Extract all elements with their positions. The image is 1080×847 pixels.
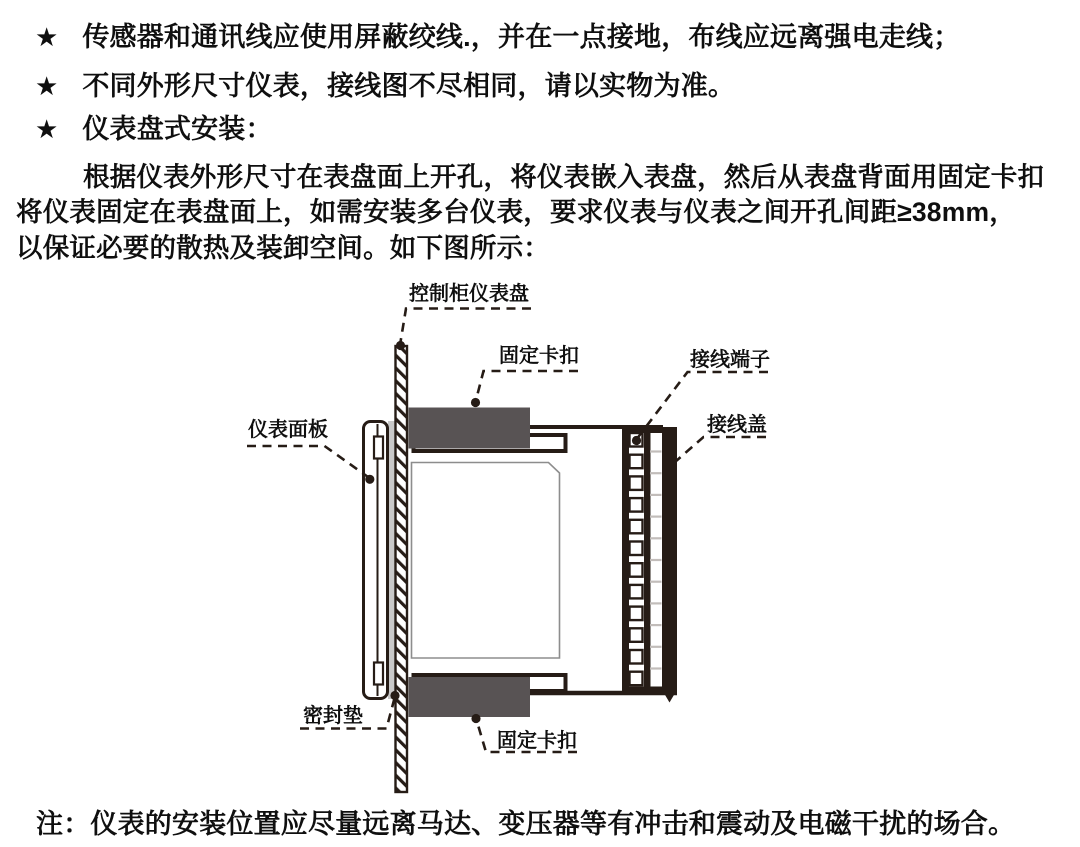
star-icon: ★ [35, 22, 59, 52]
label-fixing-clip-bottom: 固定卡扣 [497, 730, 577, 752]
leader-dot-panel [396, 341, 405, 350]
terminal-cover-shape [662, 427, 677, 703]
terminal-stub-wires [650, 452, 662, 669]
leader-dot-terminal [632, 436, 641, 445]
leader-bezel [247, 446, 368, 477]
leader-dot-clip-top [471, 398, 480, 407]
cabinet-panel-hatch-bar [396, 346, 408, 792]
bezel-outline [364, 422, 388, 699]
terminal-cap-bottom [622, 687, 663, 694]
leader-clip-top [476, 371, 578, 400]
fixing-clip-bottom-shape [409, 677, 531, 717]
bullet-text: 传感器和通讯线应使用屏蔽绞线.，并在一点接地，布线应远离强电走线； [82, 22, 961, 52]
label-bezel: 仪表面板 [248, 419, 328, 441]
bezel-shape [364, 422, 388, 699]
leader-cover [676, 437, 767, 462]
label-cabinet-panel: 控制柜仪表盘 [409, 283, 529, 305]
bullet-text: 不同外形尺寸仪表，接线图不尽相同，请以实物为准。 [82, 71, 736, 101]
terminal-rail-right [644, 427, 651, 693]
bezel-slot-bottom [374, 663, 383, 685]
paragraph-line: 以保证必要的散热及装卸空间。如下图所示： [16, 232, 550, 263]
star-icon: ★ [35, 114, 59, 144]
bezel-slot-top [374, 437, 383, 459]
paragraph-line: 将仪表固定在表盘面上，如需安装多台仪表，要求仪表与仪表之间开孔间距≥38mm， [16, 197, 1016, 228]
bullet-text: 仪表盘式安装： [82, 114, 273, 144]
leader-dot-gasket [390, 691, 399, 700]
label-gasket: 密封垫 [303, 705, 363, 727]
terminal-cells [630, 433, 643, 685]
label-fixing-clip-top: 固定卡扣 [499, 345, 579, 367]
star-icon: ★ [35, 71, 59, 101]
leader-panel [401, 309, 532, 343]
leader-dot-clip-bottom [471, 714, 480, 723]
label-terminal: 接线端子 [690, 349, 770, 371]
terminal-rail-left [622, 427, 629, 693]
case-window [412, 463, 560, 659]
fixing-clip-top-shape [409, 408, 531, 449]
label-cover: 接线盖 [707, 414, 767, 436]
leader-dot-bezel [365, 475, 374, 484]
note-text: 注：仪表的安装位置应尽量远离马达、变压器等有冲击和震动及电磁干扰的场合。 [36, 809, 1016, 839]
terminal-block-shape [622, 427, 663, 694]
paragraph-line: 根据仪表外形尺寸在表盘面上开孔，将仪表嵌入表盘，然后从表盘背面用固定卡扣 [83, 162, 1045, 192]
